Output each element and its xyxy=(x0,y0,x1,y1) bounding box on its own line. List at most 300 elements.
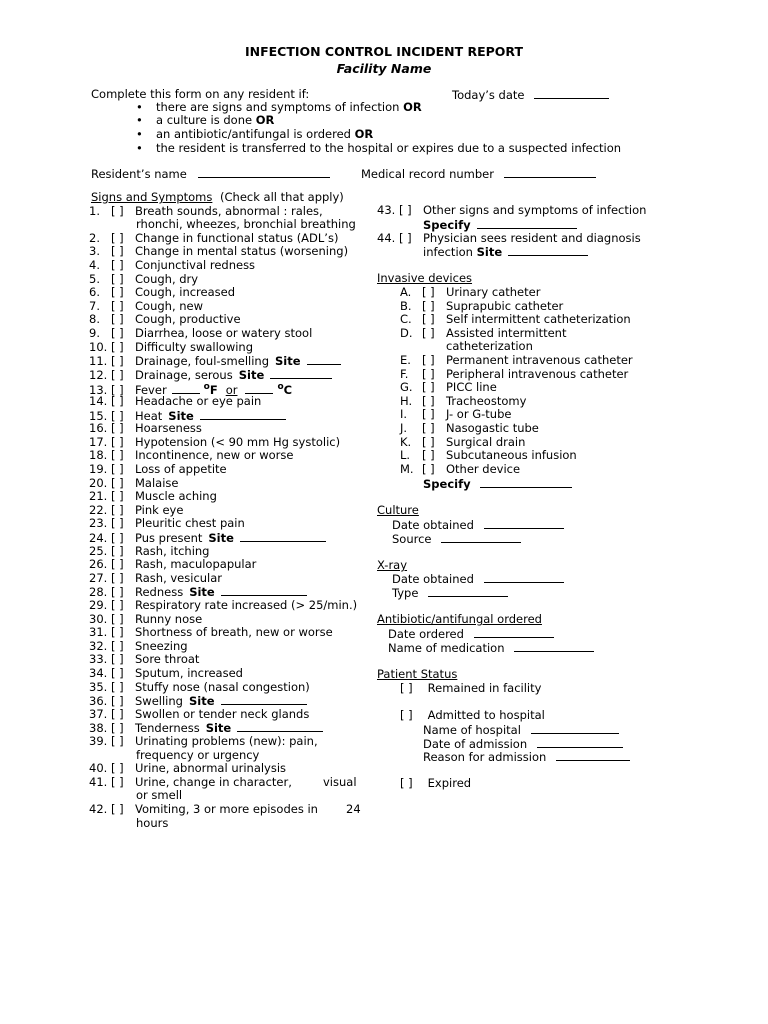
symptom-label: Cough, new xyxy=(135,299,204,313)
symptom-checkbox[interactable]: [ ] xyxy=(111,571,124,585)
symptom-number: 41. xyxy=(89,775,108,789)
symptom-checkbox[interactable]: [ ] xyxy=(111,244,124,258)
todays-date-field[interactable] xyxy=(452,88,609,103)
symptom-label: Muscle aching xyxy=(135,489,217,503)
symptom-number: 43. xyxy=(377,203,396,217)
symptom-label: Drainage, foul-smelling xyxy=(135,354,270,368)
symptom-checkbox[interactable]: [ ] xyxy=(111,734,124,748)
symptom-number: 34. xyxy=(89,666,108,680)
symptom-number: 17. xyxy=(89,435,108,449)
device-letter: A. xyxy=(400,285,412,299)
culture-source-field[interactable] xyxy=(392,532,521,547)
site-blank[interactable] xyxy=(307,354,341,365)
xray-type-label: Type xyxy=(392,586,419,600)
remained-checkbox[interactable]: [ ] xyxy=(400,681,413,695)
symptom-item[interactable] xyxy=(89,286,235,300)
device-label: PICC line xyxy=(446,380,497,394)
symptom-item[interactable] xyxy=(89,449,293,463)
symptom-checkbox[interactable]: [ ] xyxy=(111,680,124,694)
symptom-number: 11. xyxy=(89,354,108,368)
symptom-checkbox[interactable]: [ ] xyxy=(111,516,124,530)
symptom-checkbox[interactable]: [ ] xyxy=(111,462,124,476)
symptom-number: 13. xyxy=(89,382,108,397)
device-checkbox[interactable]: [ ] xyxy=(422,407,435,421)
degree-symbol: o xyxy=(203,382,210,392)
symptom-checkbox[interactable]: [ ] xyxy=(111,721,124,735)
status-expired[interactable] xyxy=(400,777,471,791)
symptom-checkbox[interactable]: [ ] xyxy=(111,299,124,313)
antibiotic-date-field[interactable] xyxy=(388,627,554,642)
remained-label: Remained in facility xyxy=(427,681,542,695)
specify-label: Specify xyxy=(423,218,471,232)
symptom-checkbox[interactable]: [ ] xyxy=(111,448,124,462)
symptom-label: Incontinence, new or worse xyxy=(135,448,294,462)
symptom-label: Breath sounds, abnormal : rales, xyxy=(135,204,323,218)
symptom-number: 38. xyxy=(89,721,108,735)
symptom-number: 10. xyxy=(89,340,108,354)
medical-record-blank[interactable] xyxy=(504,167,596,178)
symptom-checkbox[interactable]: [ ] xyxy=(111,312,124,326)
symptom-label-cont: or smell xyxy=(136,788,183,802)
xray-type-field[interactable] xyxy=(392,586,508,601)
symptom-label: Loss of appetite xyxy=(135,462,227,476)
medication-name-field[interactable] xyxy=(388,641,594,656)
symptom-number: 44. xyxy=(377,231,396,245)
medication-name-label: Name of medication xyxy=(388,641,505,655)
symptom-number: 15. xyxy=(89,409,108,423)
fever-c-unit xyxy=(277,383,292,397)
device-label: Urinary catheter xyxy=(446,285,541,299)
medication-name-blank[interactable] xyxy=(514,641,594,652)
symptom-label-cont: hours xyxy=(136,816,169,830)
resident-name-field[interactable] xyxy=(91,167,330,182)
symptom-label: Pus present xyxy=(135,531,203,545)
symptom-number: 3. xyxy=(89,244,100,258)
medical-record-field[interactable] xyxy=(361,167,596,182)
symptom-label: Cough, dry xyxy=(135,272,199,286)
device-letter: C. xyxy=(400,312,412,326)
symptom-label: Runny nose xyxy=(135,612,203,626)
admitted-label: Admitted to hospital xyxy=(427,708,545,722)
hospital-name-blank[interactable] xyxy=(531,723,619,734)
symptom-item[interactable] xyxy=(89,463,227,477)
todays-date-blank[interactable] xyxy=(534,88,609,99)
symptom-label: Respiratory rate increased (> 25/min.) xyxy=(135,598,358,612)
device-checkbox[interactable]: [ ] xyxy=(422,380,435,394)
xray-type-blank[interactable] xyxy=(428,586,508,597)
symptom-checkbox[interactable]: [ ] xyxy=(111,612,124,626)
site-blank[interactable] xyxy=(221,694,307,705)
device-letter: I. xyxy=(400,407,408,421)
xray-date-field[interactable] xyxy=(392,572,564,587)
symptom-checkbox[interactable]: [ ] xyxy=(111,598,124,612)
device-letter: D. xyxy=(400,326,413,340)
bullet-text: there are signs and symptoms of infection xyxy=(156,100,400,114)
bullet-or: OR xyxy=(255,113,275,127)
symptom-label-tail: visual xyxy=(323,775,357,789)
hospital-name-field[interactable] xyxy=(423,723,619,738)
symptom-label-cont: rhonchi, wheezes, bronchial breathing xyxy=(136,217,356,231)
symptom-item[interactable] xyxy=(89,653,199,667)
symptom-checkbox[interactable]: [ ] xyxy=(111,368,124,382)
culture-source-blank[interactable] xyxy=(441,532,521,543)
symptom-number: 22. xyxy=(89,503,108,517)
symptom-item[interactable] xyxy=(89,572,222,586)
symptom-checkbox[interactable]: [ ] xyxy=(111,694,124,708)
symptom-checkbox[interactable]: [ ] xyxy=(111,231,124,245)
symptom-item[interactable] xyxy=(89,259,255,273)
invasive-specify-field[interactable] xyxy=(423,477,572,492)
site-blank[interactable] xyxy=(200,409,286,420)
site-label: Site xyxy=(188,694,215,708)
celsius-label: C xyxy=(283,382,293,397)
symptom-number: 36. xyxy=(89,694,108,708)
symptom-number: 23. xyxy=(89,516,108,530)
symptom-checkbox[interactable]: [ ] xyxy=(111,544,124,558)
symptom-item[interactable] xyxy=(377,232,641,246)
device-label: Surgical drain xyxy=(446,435,526,449)
symptom-number: 40. xyxy=(89,761,108,775)
symptom-number: 24. xyxy=(89,531,108,545)
site-label: Site xyxy=(168,409,194,423)
symptom-label: Rash, itching xyxy=(135,544,210,558)
culture-date-label: Date obtained xyxy=(392,518,474,532)
symptom-label: Rash, vesicular xyxy=(135,571,223,585)
invasive-heading: Invasive devices xyxy=(377,271,473,285)
admission-date-blank[interactable] xyxy=(537,737,623,748)
symptom-label: Difficulty swallowing xyxy=(135,340,254,354)
device-checkbox[interactable]: [ ] xyxy=(422,394,435,408)
symptom-item[interactable] xyxy=(89,735,318,749)
culture-source-label: Source xyxy=(392,532,432,546)
device-label: Assisted intermittent xyxy=(446,326,567,340)
degree-symbol: o xyxy=(277,382,284,392)
symptom-label: Conjunctival redness xyxy=(135,258,256,272)
resident-name-label: Resident’s name xyxy=(91,167,187,181)
symptom-label: Cough, increased xyxy=(135,285,236,299)
symptom-number: 37. xyxy=(89,707,108,721)
symptom-checkbox[interactable]: [ ] xyxy=(111,272,124,286)
bullet-icon: • xyxy=(136,127,143,141)
symptom-checkbox[interactable]: [ ] xyxy=(111,802,124,816)
symptom-label: Malaise xyxy=(135,476,179,490)
device-checkbox[interactable]: [ ] xyxy=(422,435,435,449)
bullet-or: OR xyxy=(354,127,374,141)
device-letter: F. xyxy=(400,367,409,381)
device-label: Permanent intravenous catheter xyxy=(446,353,633,367)
device-label: Other device xyxy=(446,462,521,476)
patient-status-heading: Patient Status xyxy=(377,667,458,681)
symptom-label: Pink eye xyxy=(135,503,184,517)
device-label: Nasogastic tube xyxy=(446,421,539,435)
xray-date-label: Date obtained xyxy=(392,572,474,586)
admission-reason-blank[interactable] xyxy=(556,750,630,761)
symptom-checkbox[interactable]: [ ] xyxy=(111,557,124,571)
signs-heading xyxy=(91,191,344,205)
symptom-item[interactable] xyxy=(89,341,253,355)
device-item[interactable] xyxy=(400,449,577,463)
invasive-specify-label: Specify xyxy=(423,477,471,491)
symptom-label: Change in mental status (worsening) xyxy=(135,244,349,258)
symptom-number: 28. xyxy=(89,585,108,599)
symptom-checkbox[interactable]: [ ] xyxy=(111,421,124,435)
symptom-label-cont: frequency or urgency xyxy=(136,748,260,762)
site-blank[interactable] xyxy=(270,368,332,379)
symptom-checkbox[interactable]: [ ] xyxy=(111,707,124,721)
symptom-item[interactable] xyxy=(89,313,241,327)
symptom-item[interactable] xyxy=(89,626,333,640)
symptom-label-tail: 24 xyxy=(346,802,361,816)
status-remained[interactable] xyxy=(400,682,541,696)
device-checkbox[interactable]: [ ] xyxy=(422,367,435,381)
symptom-checkbox[interactable]: [ ] xyxy=(111,531,124,545)
device-label: Subcutaneous infusion xyxy=(446,448,577,462)
symptom-number: 27. xyxy=(89,571,108,585)
device-checkbox[interactable]: [ ] xyxy=(422,312,435,326)
fever-f-blank[interactable] xyxy=(172,383,200,394)
culture-date-field[interactable] xyxy=(392,518,564,533)
medical-record-label: Medical record number xyxy=(361,167,494,181)
symptom-label: Change in functional status (ADL’s) xyxy=(135,231,339,245)
device-letter: K. xyxy=(400,435,412,449)
device-item[interactable] xyxy=(400,408,511,422)
symptom-item[interactable] xyxy=(89,395,261,409)
symptom-label: Urinating problems (new): pain, xyxy=(135,734,318,748)
symptom-checkbox[interactable]: [ ] xyxy=(111,666,124,680)
device-letter: B. xyxy=(400,299,412,313)
symptom-number: 25. xyxy=(89,544,108,558)
signs-heading-text: Signs and Symptoms xyxy=(91,190,213,204)
xray-date-blank[interactable] xyxy=(484,572,564,583)
symptom-item[interactable] xyxy=(89,422,202,436)
symptom-label: Stuffy nose (nasal congestion) xyxy=(135,680,310,694)
device-item[interactable] xyxy=(400,354,633,368)
symptom-label: Hoarseness xyxy=(135,421,202,435)
symptom-label: Swollen or tender neck glands xyxy=(135,707,310,721)
symptom-number: 6. xyxy=(89,285,100,299)
device-item[interactable] xyxy=(400,463,520,477)
symptom-item[interactable] xyxy=(89,517,245,531)
symptom-checkbox[interactable]: [ ] xyxy=(111,761,124,775)
device-checkbox[interactable]: [ ] xyxy=(422,326,435,340)
status-admitted[interactable] xyxy=(400,709,545,723)
symptom-label-cont-text: infection xyxy=(423,245,473,259)
symptom-label: Drainage, serous xyxy=(135,368,233,382)
antibiotic-heading: Antibiotic/antifungal ordered xyxy=(377,612,542,626)
symptom-checkbox[interactable]: [ ] xyxy=(111,394,124,408)
symptom-label: Other signs and symptoms of infection xyxy=(423,203,647,217)
symptom-number: 29. xyxy=(89,598,108,612)
symptom-label: Diarrhea, loose or watery stool xyxy=(135,326,313,340)
bullet-text: the resident is transferred to the hospital or expires due to a suspected infection xyxy=(156,141,622,155)
symptom-item[interactable] xyxy=(89,708,309,722)
symptom-label: Pleuritic chest pain xyxy=(135,516,245,530)
device-item[interactable] xyxy=(400,286,540,300)
symptom-checkbox[interactable]: [ ] xyxy=(111,204,124,218)
intro-bullet xyxy=(136,114,274,128)
symptom-number: 32. xyxy=(89,639,108,653)
fever-c-blank[interactable] xyxy=(245,383,273,394)
symptom-label: Swelling xyxy=(135,694,183,708)
symptom-number: 5. xyxy=(89,272,100,286)
site-blank[interactable] xyxy=(237,721,323,732)
device-item[interactable] xyxy=(400,313,631,327)
admitted-checkbox[interactable]: [ ] xyxy=(400,708,413,722)
expired-label: Expired xyxy=(427,776,472,790)
symptom-checkbox[interactable]: [ ] xyxy=(111,382,124,397)
device-letter: L. xyxy=(400,448,411,462)
expired-checkbox[interactable]: [ ] xyxy=(400,776,413,790)
symptom-checkbox[interactable]: [ ] xyxy=(111,585,124,599)
symptom-number: 31. xyxy=(89,625,108,639)
symptom-checkbox[interactable]: [ ] xyxy=(111,625,124,639)
symptom-item[interactable] xyxy=(89,599,357,613)
site-blank[interactable] xyxy=(221,585,307,596)
device-label: Peripheral intravenous catheter xyxy=(446,367,629,381)
admission-reason-field[interactable] xyxy=(423,750,630,765)
fever-or: or xyxy=(225,382,238,397)
site-label: Site xyxy=(189,585,215,599)
device-checkbox[interactable]: [ ] xyxy=(422,462,435,476)
symptom-number: 20. xyxy=(89,476,108,490)
fahrenheit-label: F xyxy=(209,382,218,397)
device-item[interactable] xyxy=(400,422,539,436)
symptom-number: 21. xyxy=(89,489,108,503)
symptom-number: 7. xyxy=(89,299,100,313)
device-checkbox[interactable]: [ ] xyxy=(422,285,435,299)
antibiotic-date-blank[interactable] xyxy=(474,627,554,638)
symptom-label: Physician sees resident and diagnosis xyxy=(423,231,641,245)
device-label: Suprapubic catheter xyxy=(446,299,564,313)
symptom-label: Hypotension (< 90 mm Hg systolic) xyxy=(135,435,341,449)
symptom-number: 30. xyxy=(89,612,108,626)
bullet-or: OR xyxy=(403,100,422,114)
symptom-checkbox[interactable]: [ ] xyxy=(111,775,124,789)
todays-date-label: Today’s date xyxy=(452,88,525,102)
symptom-label: Heat xyxy=(135,409,163,423)
device-checkbox[interactable]: [ ] xyxy=(422,299,435,313)
symptom-item[interactable] xyxy=(89,802,361,817)
symptom-item[interactable] xyxy=(377,204,646,218)
admission-reason-label: Reason for admission xyxy=(423,750,547,764)
symptom-checkbox[interactable]: [ ] xyxy=(111,409,124,423)
symptom-checkbox[interactable]: [ ] xyxy=(111,340,124,354)
resident-name-blank[interactable] xyxy=(198,167,330,178)
bullet-icon: • xyxy=(136,141,143,155)
device-checkbox[interactable]: [ ] xyxy=(422,421,435,435)
symptom-checkbox[interactable]: [ ] xyxy=(111,489,124,503)
device-label: Tracheostomy xyxy=(446,394,527,408)
device-label-cont: catheterization xyxy=(446,339,533,353)
symptom-checkbox[interactable]: [ ] xyxy=(111,285,124,299)
symptom-number: 19. xyxy=(89,462,108,476)
symptom-item[interactable] xyxy=(89,327,312,341)
symptom-label: Rash, maculopapular xyxy=(135,557,257,571)
intro-lead: Complete this form on any resident if: xyxy=(91,87,310,101)
symptom-number: 8. xyxy=(89,312,100,326)
symptom-checkbox[interactable]: [ ] xyxy=(399,203,412,217)
site-label: Site xyxy=(275,354,301,368)
site-label: Site xyxy=(208,531,234,545)
device-letter: E. xyxy=(400,353,411,367)
symptom-checkbox[interactable]: [ ] xyxy=(111,354,124,368)
symptom-checkbox[interactable]: [ ] xyxy=(111,258,124,272)
symptom-number: 35. xyxy=(89,680,108,694)
symptom-label: Redness xyxy=(135,585,184,599)
device-checkbox[interactable]: [ ] xyxy=(422,448,435,462)
symptom-number: 12. xyxy=(89,368,108,382)
symptom-item[interactable] xyxy=(89,762,286,776)
site-label: Site xyxy=(205,721,232,735)
device-letter: M. xyxy=(400,462,414,476)
symptom-item[interactable] xyxy=(89,354,341,369)
bullet-text: an antibiotic/antifungal is ordered xyxy=(156,127,351,141)
symptom-number: 9. xyxy=(89,326,100,340)
symptom-checkbox[interactable]: [ ] xyxy=(111,639,124,653)
symptom-checkbox[interactable]: [ ] xyxy=(111,503,124,517)
device-letter: J. xyxy=(400,421,408,435)
symptom-checkbox[interactable]: [ ] xyxy=(399,231,412,245)
symptom-item[interactable] xyxy=(89,775,357,790)
symptom-number: 26. xyxy=(89,557,108,571)
signs-heading-note: (Check all that apply) xyxy=(220,190,344,204)
symptom-number: 4. xyxy=(89,258,100,272)
symptom-checkbox[interactable]: [ ] xyxy=(111,476,124,490)
symptom-label: Fever xyxy=(135,382,167,397)
antibiotic-date-label: Date ordered xyxy=(388,627,464,641)
symptom-item[interactable] xyxy=(89,681,310,695)
specify-blank[interactable] xyxy=(477,218,577,229)
bullet-icon: • xyxy=(136,113,143,127)
culture-date-blank[interactable] xyxy=(484,518,564,529)
hospital-name-label: Name of hospital xyxy=(423,723,521,737)
bullet-text: a culture is done xyxy=(156,113,253,127)
intro-bullet xyxy=(136,128,373,142)
invasive-specify-blank[interactable] xyxy=(480,477,572,488)
device-label: J- or G-tube xyxy=(446,407,512,421)
symptom-label: Cough, productive xyxy=(135,312,241,326)
symptom-checkbox[interactable]: [ ] xyxy=(111,435,124,449)
site-label: Site xyxy=(238,368,265,382)
symptom-item[interactable] xyxy=(89,667,243,681)
symptom-label: Vomiting, 3 or more episodes in xyxy=(135,802,318,816)
device-checkbox[interactable]: [ ] xyxy=(422,353,435,367)
symptom-checkbox[interactable]: [ ] xyxy=(111,326,124,340)
facility-name: Facility Name xyxy=(336,61,432,76)
device-letter: G. xyxy=(400,380,413,394)
specify-blank[interactable] xyxy=(508,245,588,256)
symptom-label-cont[interactable] xyxy=(423,245,588,260)
site-blank[interactable] xyxy=(240,531,326,542)
symptom-number: 16. xyxy=(89,421,108,435)
symptom-label: Sore throat xyxy=(135,652,200,666)
symptom-item[interactable] xyxy=(89,558,256,572)
symptom-label: Sneezing xyxy=(135,639,188,653)
symptom-label: Headache or eye pain xyxy=(135,394,262,408)
symptom-checkbox[interactable]: [ ] xyxy=(111,652,124,666)
form-title: INFECTION CONTROL INCIDENT REPORT xyxy=(244,44,524,59)
symptom-item[interactable] xyxy=(89,490,217,504)
symptom-item[interactable] xyxy=(89,245,348,259)
symptom-number: 2. xyxy=(89,231,100,245)
xray-heading: X-ray xyxy=(377,558,408,572)
symptom-label: Sputum, increased xyxy=(135,666,243,680)
culture-heading: Culture xyxy=(377,503,419,517)
device-label: Self intermittent catheterization xyxy=(446,312,631,326)
symptom-label: Tenderness xyxy=(135,721,200,735)
symptom-label: Shortness of breath, new or worse xyxy=(135,625,333,639)
device-item[interactable] xyxy=(400,381,497,395)
